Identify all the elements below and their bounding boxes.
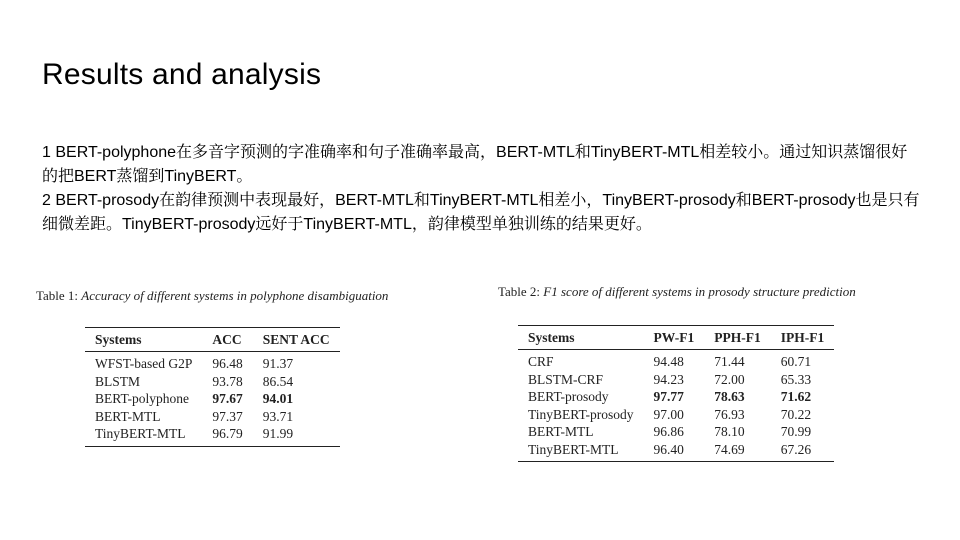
table2-caption-label: Table 2: — [498, 284, 541, 299]
column-header: IPH-F1 — [780, 330, 825, 345]
column-header: SENT ACC — [262, 332, 330, 347]
system-name-cell: TinyBERT-MTL — [528, 441, 619, 457]
score-cell: 74.69 — [714, 441, 745, 457]
table-row — [518, 406, 834, 424]
table-row — [85, 390, 340, 408]
score-cell: 94.48 — [653, 354, 684, 369]
polyphone-results-table — [85, 327, 340, 447]
score-cell: 96.79 — [212, 426, 243, 441]
system-name-cell: CRF — [528, 354, 554, 369]
score-cell: 91.99 — [262, 426, 294, 441]
prosody-results-table-block — [498, 283, 898, 462]
score-cell: 65.33 — [780, 371, 812, 387]
column-header: Systems — [528, 330, 575, 345]
score-cell: 70.22 — [780, 406, 812, 422]
system-name-cell: WFST-based G2P — [95, 356, 193, 371]
column-header: PW-F1 — [653, 330, 695, 345]
score-cell: 97.67 — [212, 391, 243, 406]
table-row — [518, 371, 834, 389]
score-cell: 76.93 — [714, 406, 745, 422]
system-name-cell: BERT-polyphone — [95, 391, 189, 406]
table1-caption-text: Accuracy of different systems in polyphone disambiguation — [81, 288, 389, 303]
table-row — [85, 352, 340, 373]
table1-caption — [36, 287, 426, 305]
score-cell: 94.01 — [262, 391, 294, 406]
table2-caption-text: F1 score of different systems in prosody structure prediction — [543, 284, 856, 299]
score-cell: 91.37 — [262, 356, 294, 371]
score-cell: 93.78 — [212, 373, 243, 389]
table-row — [85, 425, 340, 446]
score-cell: 94.23 — [653, 371, 684, 387]
score-cell: 78.10 — [714, 424, 745, 439]
score-cell: 96.40 — [653, 441, 684, 457]
column-header: ACC — [212, 332, 242, 347]
table-row — [518, 388, 834, 406]
table-row — [518, 350, 834, 371]
score-cell: 71.44 — [714, 354, 745, 369]
slide-title: Results and analysis — [42, 58, 322, 91]
column-header: Systems — [95, 332, 142, 347]
analysis-paragraph-1: 1 BERT-polyphone在多音字预测的字准确率和句子准确率最高，BERT-MTL和TinyBERT-MTL相差较小。通过知识蒸馏很好的把BERT蒸馏到TinyBERT。 — [42, 144, 908, 185]
polyphone-results-table-block — [36, 287, 426, 447]
score-cell: 60.71 — [780, 354, 812, 369]
score-cell: 71.62 — [780, 389, 812, 404]
system-name-cell: BERT-MTL — [528, 424, 594, 439]
table-row — [518, 423, 834, 441]
score-cell: 97.77 — [653, 389, 684, 404]
table-header-row — [85, 328, 340, 352]
system-name-cell: BERT-MTL — [95, 408, 161, 424]
score-cell: 72.00 — [714, 371, 745, 387]
analysis-paragraph-2: 2 BERT-prosody在韵律预测中表现最好，BERT-MTL和TinyBERT-MTL相差小，TinyBERT-prosody和BERT-prosody也是只有细微差距。TinyBERT-prosody远好于TinyBERT-MTL，韵律模型单独训练的结果更好。 — [42, 192, 920, 233]
score-cell: 93.71 — [262, 408, 294, 424]
table-row — [85, 373, 340, 391]
table1-caption-label: Table 1: — [36, 288, 79, 303]
table-header-row — [518, 326, 834, 350]
score-cell: 67.26 — [780, 441, 812, 457]
score-cell: 78.63 — [714, 389, 745, 404]
score-cell: 96.86 — [653, 424, 684, 439]
score-cell: 97.00 — [653, 406, 684, 422]
table-row — [85, 408, 340, 426]
system-name-cell: BLSTM — [95, 373, 141, 389]
analysis-text — [42, 141, 922, 237]
table-row — [518, 441, 834, 462]
system-name-cell: TinyBERT-prosody — [528, 406, 634, 422]
prosody-results-table — [518, 325, 834, 462]
score-cell: 97.37 — [212, 408, 243, 424]
system-name-cell: BERT-prosody — [528, 389, 609, 404]
score-cell: 70.99 — [780, 424, 812, 439]
score-cell: 96.48 — [212, 356, 243, 371]
column-header: PPH-F1 — [714, 330, 761, 345]
table2-caption — [498, 283, 898, 301]
score-cell: 86.54 — [262, 373, 294, 389]
system-name-cell: TinyBERT-MTL — [95, 426, 186, 441]
system-name-cell: BLSTM-CRF — [528, 371, 604, 387]
